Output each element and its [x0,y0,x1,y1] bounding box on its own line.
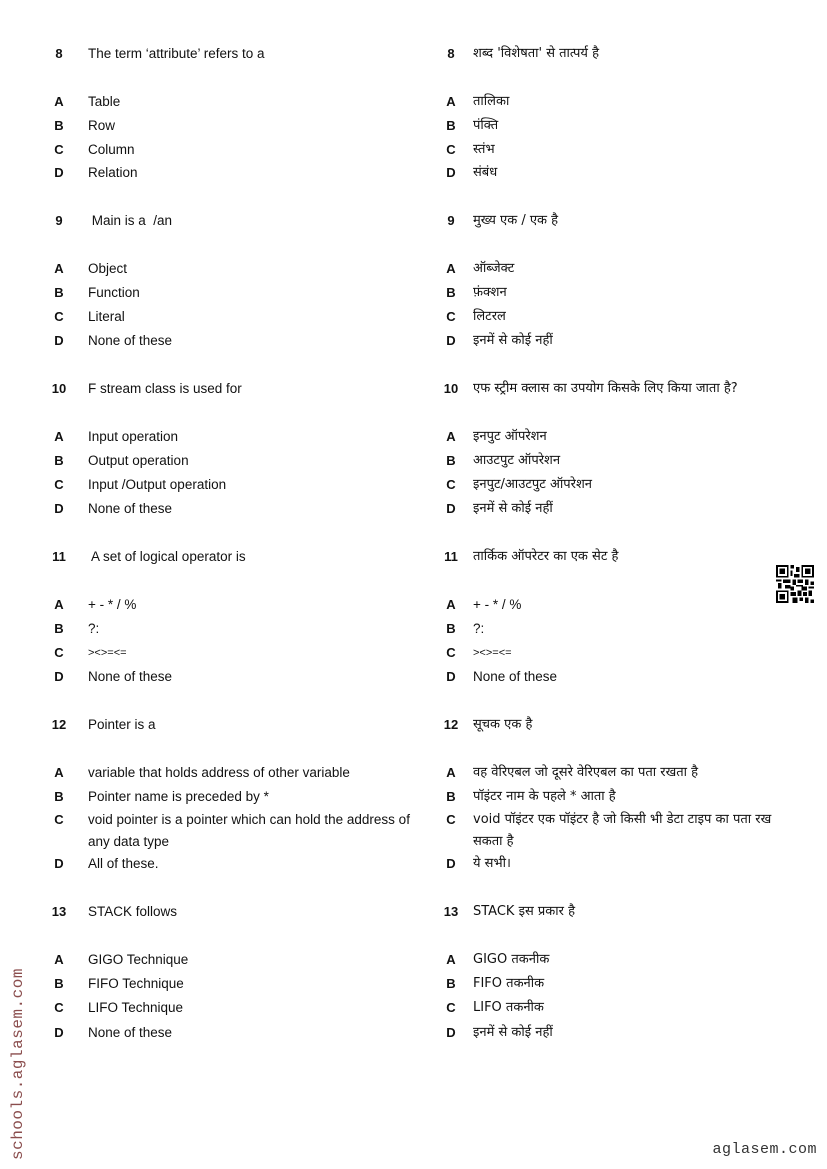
option-letter: B [446,285,456,300]
option-letter: A [54,597,64,612]
option-letter: D [54,333,64,348]
question-number: 11 [444,549,458,564]
option-text: void पॉइंटर एक पॉइंटर है जो किसी भी डेटा टाइप का पता रख सकता है [473,812,772,849]
option-letter: B [54,118,64,133]
option-letter: D [54,501,64,516]
option-letter: C [446,1000,456,1015]
option-text: इनपुट/आउटपुट ऑपरेशन [473,477,592,492]
question-number: 13 [51,904,67,919]
option-text: वह वेरिएबल जो दूसरे वेरिएबल का पता रखता है [473,765,699,780]
option-text: इनमें से कोई नहीं [473,501,553,516]
option-text: Relation [88,165,138,180]
option-text: Input /Output operation [88,477,227,492]
question-number: 12 [51,717,67,732]
question-number: 12 [443,717,459,732]
option-letter: A [54,429,64,444]
option-text: आउटपुट ऑपरेशन [473,453,561,468]
option-text: All of these. [88,856,159,871]
option-letter: B [54,621,64,636]
option-text: Literal [88,309,125,324]
question-number: 13 [443,904,459,919]
option-letter: A [446,952,456,967]
option-text: GIGO Technique [88,952,189,967]
option-text: ?: [88,621,100,636]
option-letter: B [54,789,64,804]
option-letter: B [54,453,64,468]
option-text: None of these [473,669,558,684]
question-number: 11 [52,549,66,564]
option-text: LIFO तकनीक [473,1000,544,1015]
question-text: Main is a /an [88,213,173,228]
option-letter: C [54,142,64,157]
option-text: + - * / % [473,597,522,612]
question-text: शब्द 'विशेषता' से तात्पर्य है [473,46,599,61]
question-text: STACK इस प्रकार है [473,904,575,919]
option-text: variable that holds address of other variable [88,765,350,780]
option-letter: A [446,597,456,612]
option-letter: D [446,856,456,871]
question-text: एफ स्ट्रीम क्लास का उपयोग किसके लिए किया जाता है? [473,381,738,396]
option-text: Input operation [88,429,179,444]
question-text: STACK follows [88,904,178,919]
option-letter: D [446,669,456,684]
option-letter: D [446,501,456,516]
option-letter: C [446,309,456,324]
option-text: Object [88,261,128,276]
option-letter: C [54,812,64,827]
option-text: void pointer is a pointer which can hold the address of any data type [88,812,410,849]
option-letter: D [54,856,64,871]
option-text: ऑब्जेक्ट [473,261,515,276]
option-letter: D [54,1025,64,1040]
option-text: FIFO Technique [88,976,184,991]
option-letter: B [54,976,64,991]
option-letter: B [54,285,64,300]
option-letter: C [54,309,64,324]
option-letter: A [54,765,64,780]
option-text: Output operation [88,453,189,468]
option-text: ये सभी। [473,856,511,871]
option-text: None of these [88,333,173,348]
option-text: Pointer name is preceded by * [88,789,269,804]
option-text: Function [88,285,140,300]
question-text: मुख्य एक / एक है [473,213,559,228]
qr-code-icon [776,565,814,603]
option-text: GIGO तकनीक [473,952,550,967]
option-letter: D [54,669,64,684]
option-letter: A [54,261,64,276]
option-text: पॉइंटर नाम के पहले * आता है [473,789,616,804]
option-letter: C [446,812,456,827]
question-number: 10 [51,381,67,396]
option-text: None of these [88,669,173,684]
question-text: तार्किक ऑपरेटर का एक सेट है [473,549,619,564]
option-text: संबंध [473,165,498,180]
question-number: 8 [55,46,63,61]
question-number: 10 [443,381,459,396]
question-number: 8 [447,46,455,61]
option-text: ><>=<= [88,647,127,659]
option-letter: B [446,453,456,468]
question-number: 9 [55,213,63,228]
option-text: Row [88,118,116,133]
question-text: सूचक एक है [473,717,533,732]
question-text: A set of logical operator is [88,549,246,564]
option-letter: D [446,333,456,348]
option-letter: C [446,142,456,157]
option-text: लिटरल [473,309,506,324]
option-letter: B [446,621,456,636]
option-text: FIFO तकनीक [473,976,545,991]
option-letter: A [446,765,456,780]
option-text: इनमें से कोई नहीं [473,1025,553,1040]
option-letter: C [446,477,456,492]
option-letter: A [54,952,64,967]
question-number: 9 [447,213,455,228]
option-text: + - * / % [88,597,137,612]
option-text: इनपुट ऑपरेशन [473,429,547,444]
side-watermark: schools.aglasem.com [9,968,27,1160]
option-letter: A [446,429,456,444]
option-letter: A [446,261,456,276]
question-text: Pointer is a [88,717,156,732]
option-letter: D [446,165,456,180]
option-text: इनमें से कोई नहीं [473,333,553,348]
option-text: स्तंभ [473,142,495,157]
option-text: ?: [473,621,485,636]
option-letter: B [446,976,456,991]
option-letter: A [446,94,456,109]
footer-watermark: aglasem.com [712,1141,817,1158]
option-text: None of these [88,1025,173,1040]
option-text: फ़ंक्शन [473,285,507,300]
option-letter: C [446,645,456,660]
option-letter: A [54,94,64,109]
option-text: Table [88,94,121,109]
option-text: LIFO Technique [88,1000,184,1015]
question-text: The term ‘attribute’ refers to a [88,46,265,61]
option-letter: B [446,789,456,804]
option-text: None of these [88,501,173,516]
option-letter: D [54,165,64,180]
option-text: पंक्ति [473,118,499,133]
option-text: तालिका [473,94,510,109]
option-text: ><>=<= [473,647,512,659]
option-letter: C [54,1000,64,1015]
question-text: F stream class is used for [88,381,242,396]
option-text: Column [88,142,135,157]
option-letter: C [54,645,64,660]
option-letter: B [446,118,456,133]
option-letter: C [54,477,64,492]
option-letter: D [446,1025,456,1040]
